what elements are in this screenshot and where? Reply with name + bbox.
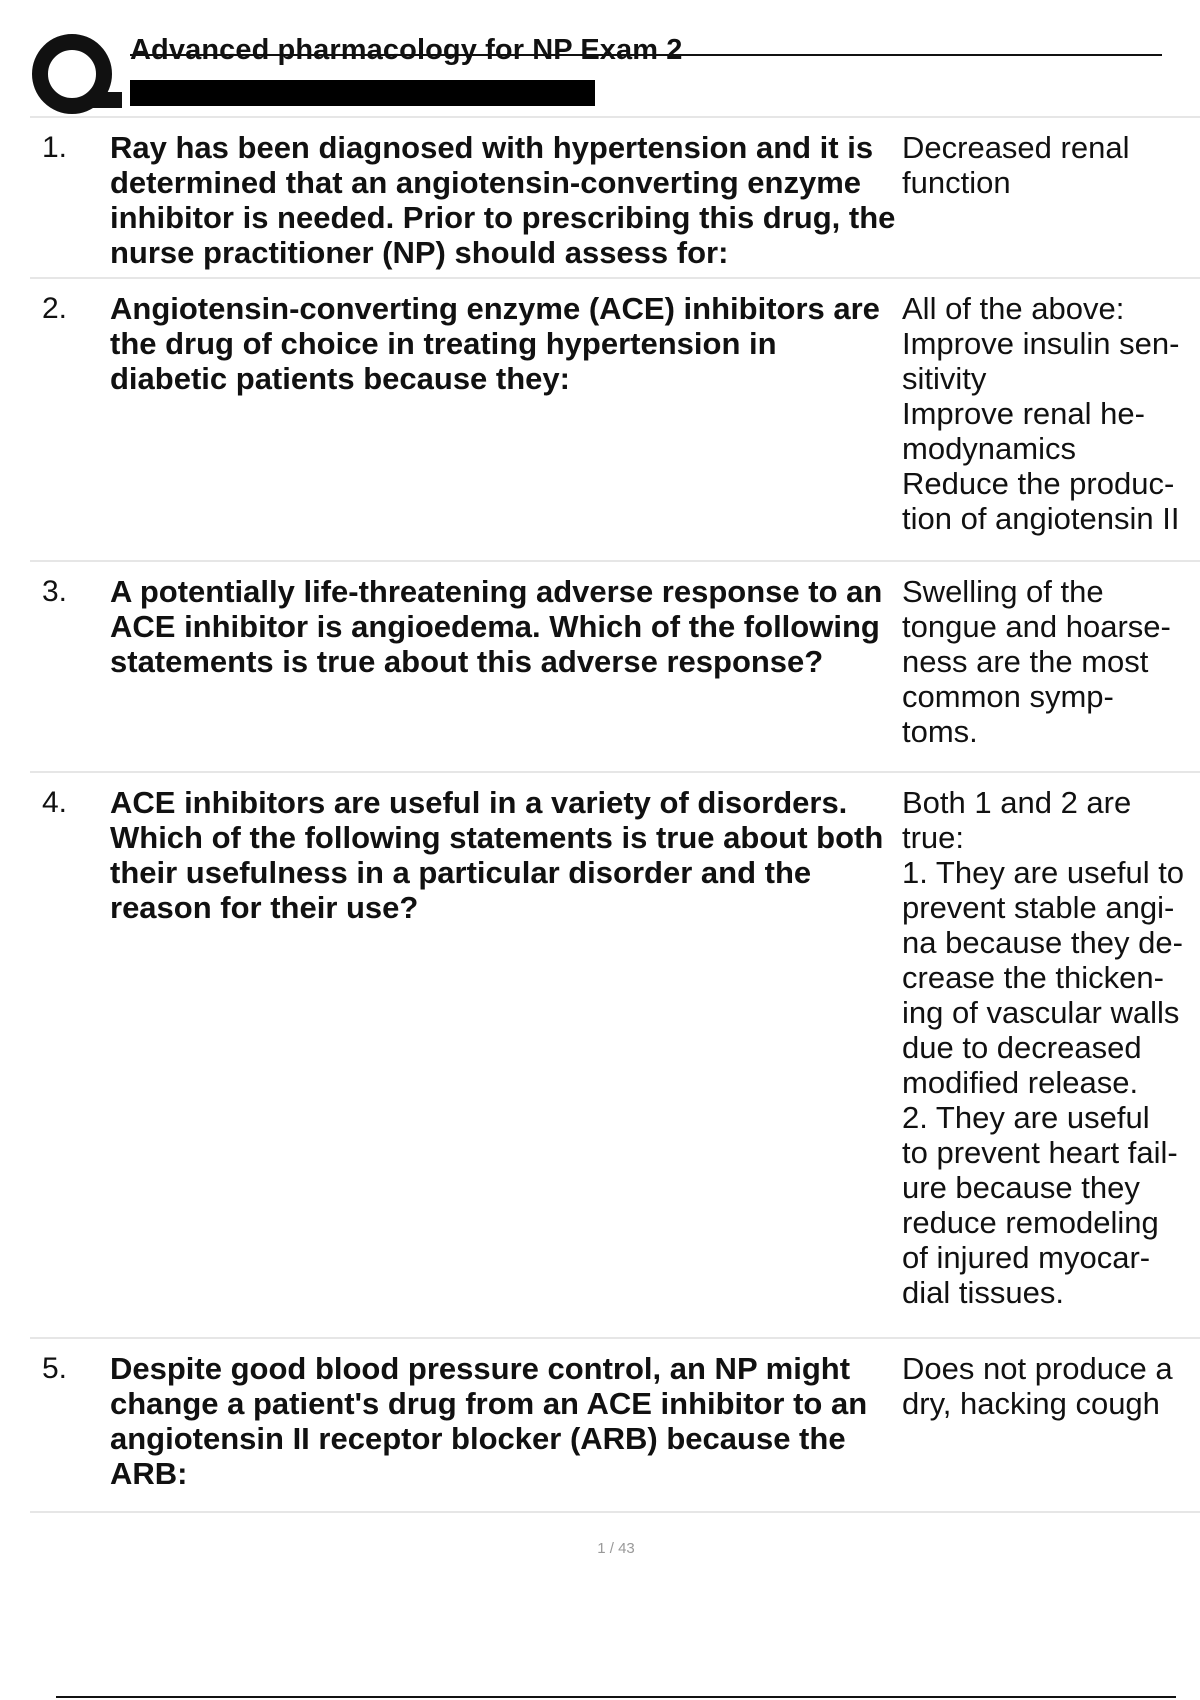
answer-text: Decreased renal function [902,130,1130,200]
answer-text: Both 1 and 2 are true: 1. They are useful to prevent stable angi- na because they de- crease the thicken- ing of vascular walls due to decreased modified release. 2. They are useful to prevent heart fail- ure because they reduce remodeling of injured myocar- dial tissues. [902,785,1185,1310]
question-text: ACE inhibitors are useful in a variety of disorders. Which of the following statements is true about both their usefulness in a particular disorder and the reason for their use? [110,785,884,925]
item-number: 4. [42,786,68,819]
item-number: 2. [42,292,68,325]
flashcard-row [30,771,1200,1337]
item-number: 5. [42,1352,68,1385]
footer-rule [56,1696,1176,1698]
document-header [30,28,1190,118]
document-title: Advanced pharmacology for NP Exam 2 [130,34,683,66]
question-text: Angiotensin-converting enzyme (ACE) inhibitors are the drug of choice in treating hypertension in diabetic patients because they: [110,291,880,396]
item-number: 1. [42,131,68,164]
answer-text: Does not produce a dry, hacking cough [902,1351,1173,1421]
item-number: 3. [42,575,68,608]
question-text: Despite good blood pressure control, an NP might change a patient's drug from an ACE inhibitor to an angiotensin II receptor blocker (ARB) because the ARB: [110,1351,868,1491]
title-strike-rule [130,54,1162,56]
question-text: Ray has been diagnosed with hypertension and it is determined that an angiotensin-converting enzyme inhibitor is needed. Prior to prescribing this drug, the nurse practitioner (NP) should assess for: [110,130,896,270]
flashcard-row [30,116,1200,277]
question-text: A potentially life-threatening adverse response to an ACE inhibitor is angioedema. Which of the following statements is true about this adverse response? [110,574,883,679]
flashcard-row [30,1337,1200,1513]
answer-text: Swelling of the tongue and hoarse- ness are the most common symp- toms. [902,574,1171,749]
flashcard-row [30,277,1200,560]
redacted-author-bar [130,80,595,106]
flashcard-list [30,116,1200,1513]
flashcard-row [30,560,1200,771]
quizlet-logo-icon [32,32,136,118]
answer-text: All of the above: Improve insulin sen- sitivity Improve renal he- modynamics Reduce the produc- tion of angiotensin II [902,291,1180,536]
page-indicator: 1 / 43 [597,1540,635,1557]
